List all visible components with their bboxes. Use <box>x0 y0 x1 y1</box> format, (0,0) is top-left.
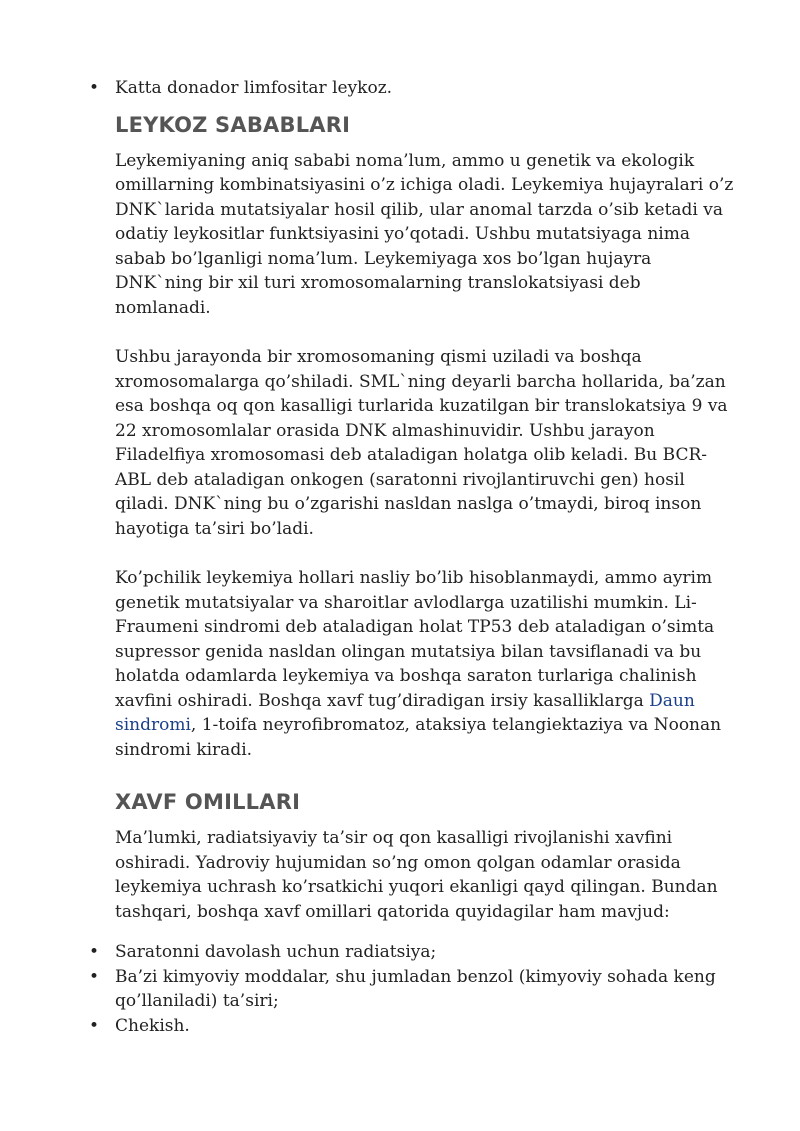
paragraph-hereditary <box>115 566 735 762</box>
bullet-icon: • <box>89 78 100 98</box>
daun-sindromi-link[interactable]: Daun sindromi <box>115 690 695 735</box>
list-item-text: Ba’zi kimyoviy moddalar, shu jumladan benzol (kimyoviy sohada keng qo’llaniladi) ta’siri; <box>115 966 716 1011</box>
section-heading-risk-factors: XAVF OMILLARI <box>115 790 301 814</box>
list-item <box>89 965 735 1014</box>
list-item-text: Katta donador limfositar leykoz. <box>115 78 393 98</box>
risk-factor-list <box>89 940 735 1038</box>
paragraph: Ushbu jarayonda bir xromosomaning qismi uziladi va boshqa xromosomalarga qo’shiladi. SML`ning deyarli barcha hollarida, ba’zan esa boshqa oq qon kasalligi turlarida kuzatilgan bir translokatsiya 9 va 22 xromosomlalar orasida DNK almashinuvidir. Ushbu jarayon Filadelfiya xromosomasi deb ataladigan holatga olib keladi. Bu BCR-ABL deb ataladigan onkogen (saratonni rivojlantiruvchi gen) hosil qiladi. DNK`ning bu o’zgarishi nasldan naslga o’tmaydi, biroq inson hayotiga ta’siri bo’ladi. <box>115 347 728 539</box>
section-heading-causes: LEYKOZ SABABLARI <box>115 112 351 137</box>
document-content <box>89 76 735 1038</box>
list-item <box>89 940 735 965</box>
paragraph-text: Ko’pchilik leykemiya hollari nasliy bo’lib hisoblanmaydi, ammo ayrim genetik mutatsiyalar va sharoitlar avlodlarga uzatilishi mumkin. Li-Fraumeni sindromi deb ataladigan holat TP53 deb ataladigan o’simta supressor genida nasldan olingan mutatsiya bilan tavsiflanadi va bu holatda odamlarda leykemiya va boshqa saraton turlariga chalinish xavfini oshiradi. Boshqa xavf tug’diradigan irsiy kasalliklarga <box>115 568 715 711</box>
paragraph-text: , 1-toifa neyrofibromatoz, ataksiya telangiektaziya va Noonan sindromi kiradi. <box>115 715 722 760</box>
list-item <box>89 76 735 101</box>
bullet-icon: • <box>89 942 100 962</box>
list-item-text: Chekish. <box>115 1015 190 1036</box>
bullet-icon: • <box>89 966 100 987</box>
top-bullet-list <box>89 76 735 101</box>
list-item-text: Saratonni davolash uchun radiatsiya; <box>115 942 437 962</box>
paragraph: Leykemiyaning aniq sababi noma’lum, ammo u genetik va ekologik omillarning kombinatsiyasini o’z ichiga oladi. Leykemiya hujayralari o’z DNK`larida mutatsiyalar hosil qilib, ular anomal tarzda o’sib ketadi va odatiy leykositlar funktsiyasini yo’qotadi. Ushbu mutatsiyaga nima sabab bo’lganligi noma’lum. Leykemiyaga xos bo’lgan hujayra DNK`ning bir xil turi xromosomalarning translokatsiyasi deb nomlanadi. <box>115 150 734 318</box>
bullet-icon: • <box>89 1015 100 1036</box>
paragraph: Ma’lumki, radiatsiyaviy ta’sir oq qon kasalligi rivojlanishi xavfini oshiradi. Yadroviy hujumidan so’ng omon qolgan odamlar orasida leykemiya uchrash ko’rsatkichi yuqori ekanligi qayd qilingan. Bundan tashqari, boshqa xavf omillari qatorida quyidagilar ham mavjud: <box>115 828 718 922</box>
list-item <box>89 1014 735 1039</box>
